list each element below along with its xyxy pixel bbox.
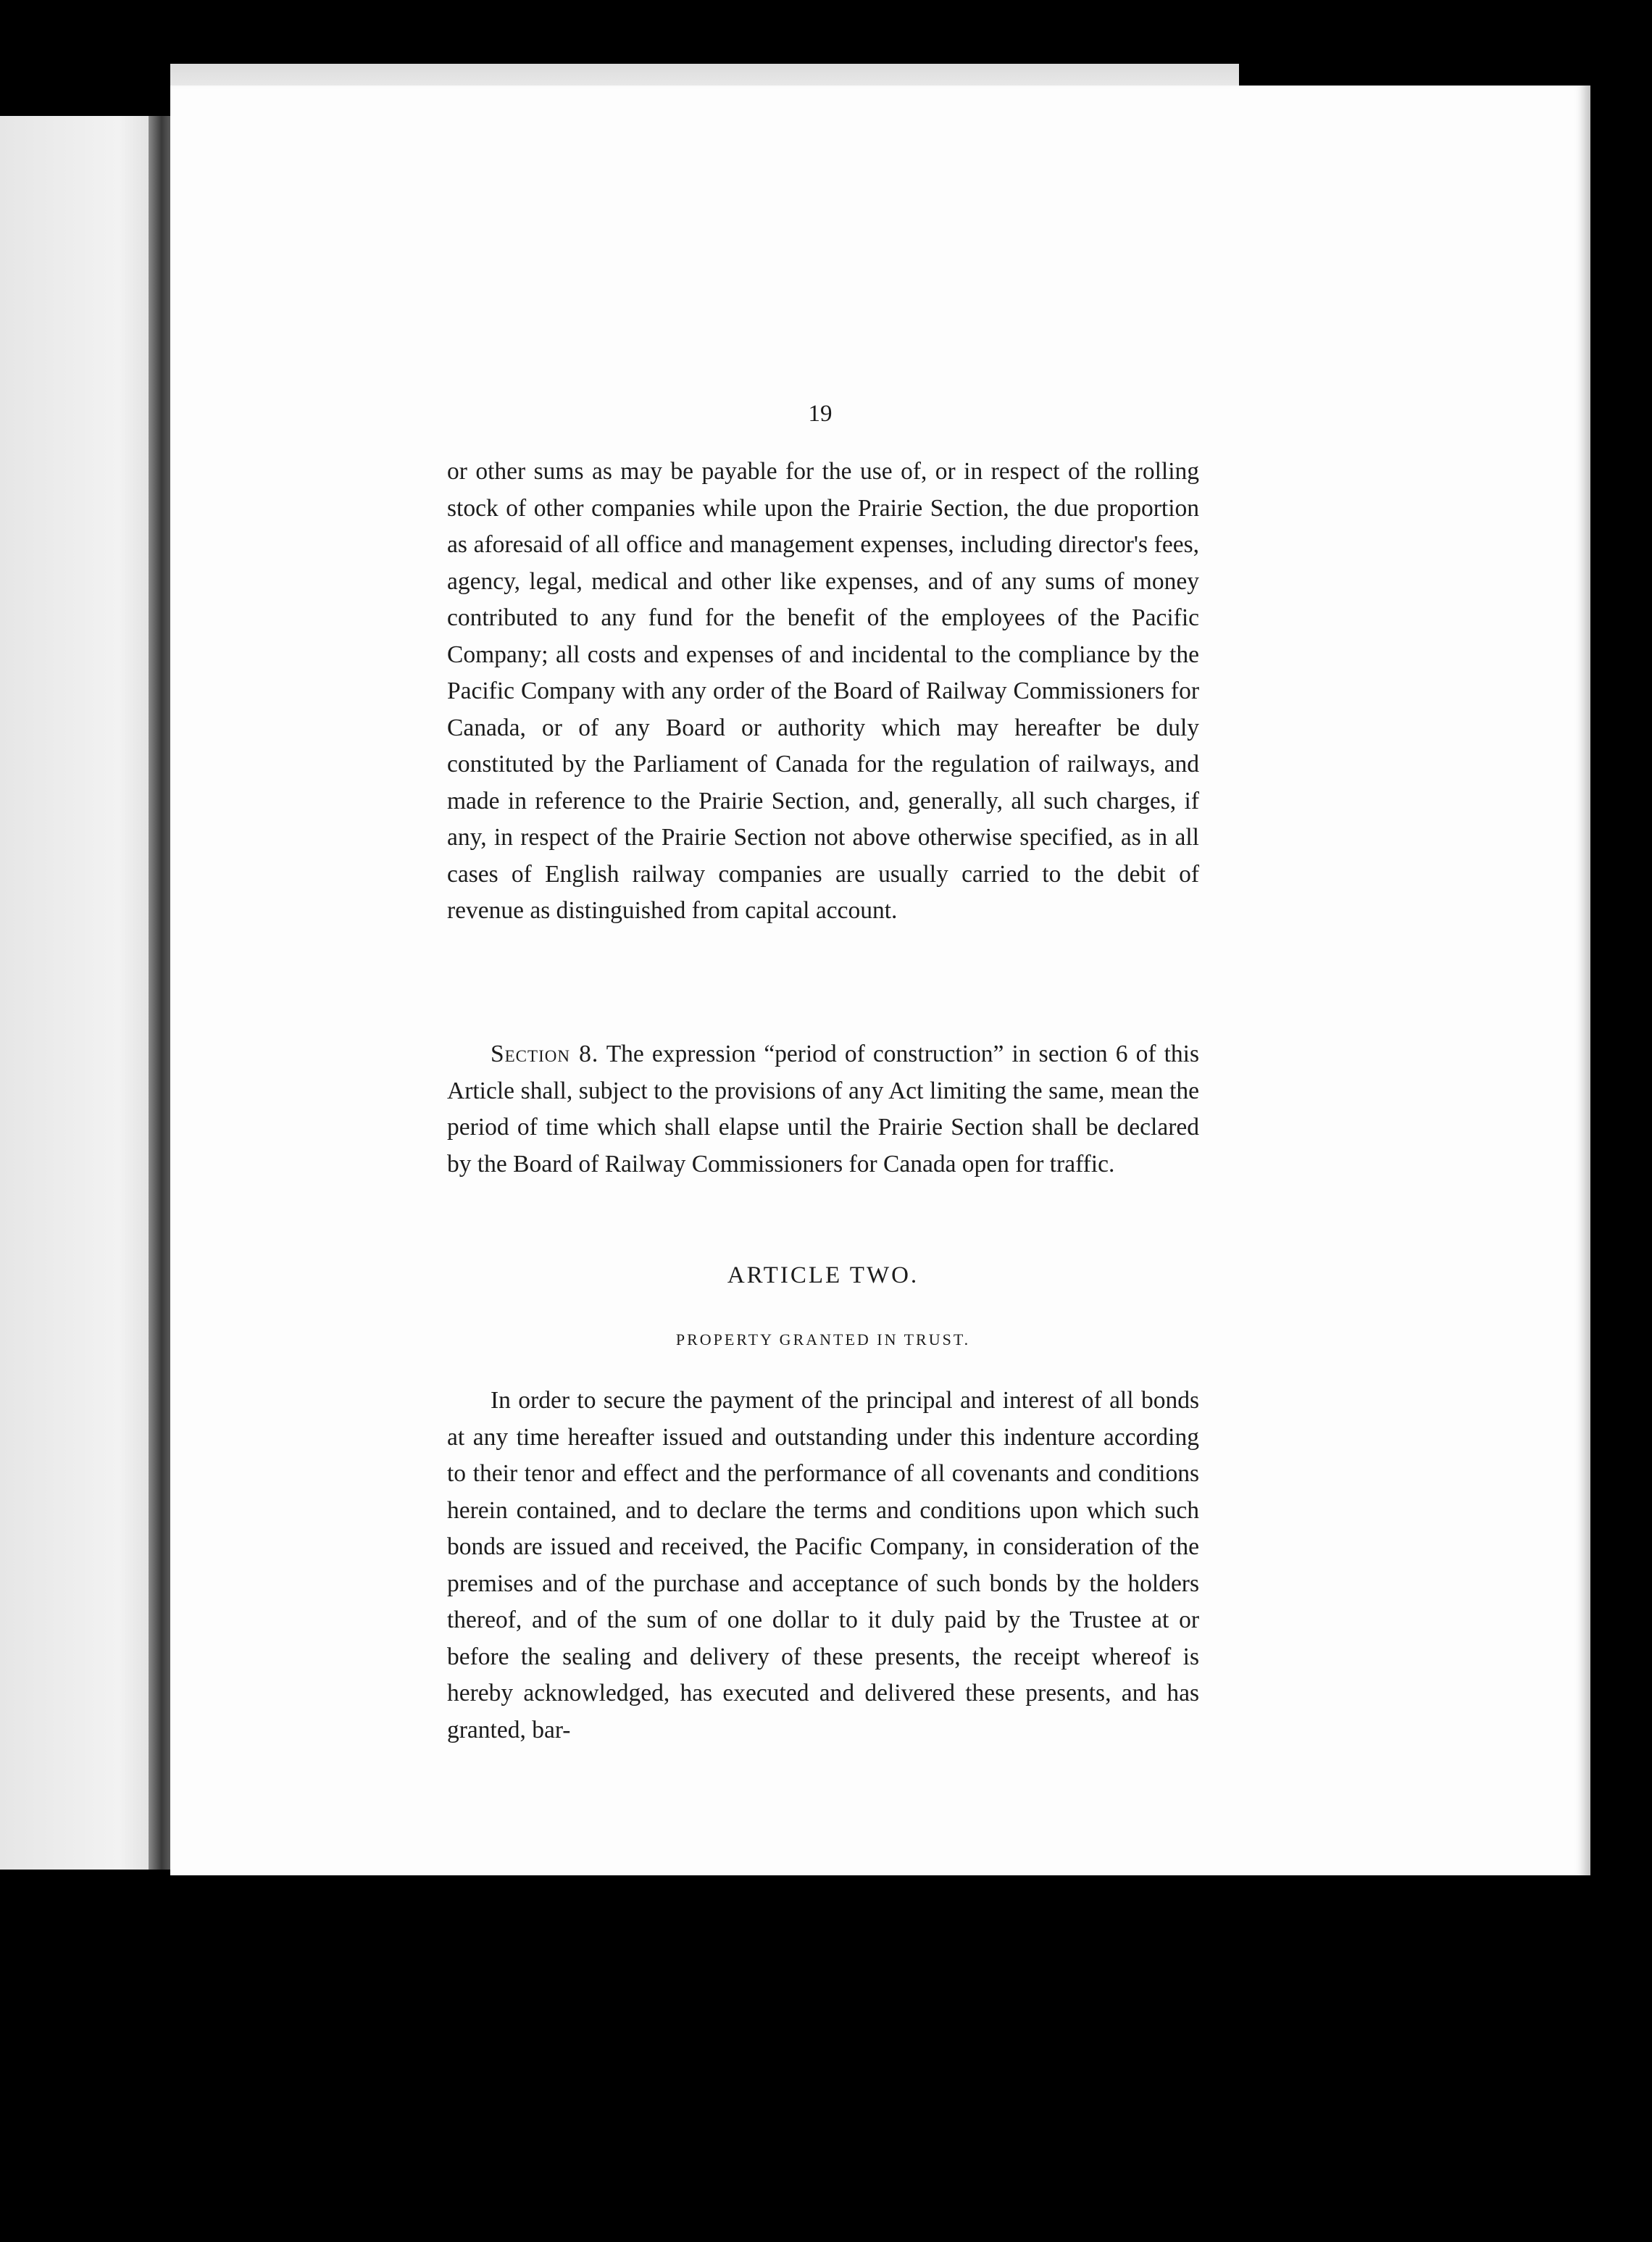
page-number: 19	[808, 401, 833, 427]
paragraph-text: In order to secure the payment of the principal and interest of all bonds at any time hereafter issued and outstanding under this indenture according to their tenor and effect and the performance of all covenants and conditions herein contained, and to declare the terms and conditions upon which such bonds are issued and received, the Pacific Company, in consideration of the premises and of the purchase and acceptance of such bonds by the holders thereof, and of the sum of one dollar to it duly paid by the Trustee at or before the sealing and delivery of these presents, the receipt whereof is hereby acknowledged, has executed and delivered these presents, and has granted, bar-	[447, 1387, 1199, 1743]
article-heading: ARTICLE TWO.	[727, 1262, 919, 1288]
section-8-text	[447, 1036, 1199, 1183]
paragraph-text: or other sums as may be payable for the use of, or in respect of the rolling stock of other companies while upon the Prairie Section, the due proportion as aforesaid of all office and management expenses, including director's fees, agency, legal, medical and other like expenses, and of any sums of money contributed to any fund for the benefit of the employees of the Pacific Company; all costs and expenses of and incidental to the compliance by the Pacific Company with any order of the Board of Railway Commissioners for Canada, or of any Board or authority which may hereafter be duly constituted by the Parliament of Canada for the regulation of railways, and made in reference to the Prairie Section, and, generally, all such charges, if any, in respect of the Prairie Section not above otherwise specified, as in all cases of English railway companies are usually carried to the debit of revenue as distinguished from capital account.	[447, 458, 1199, 924]
paragraph-continued	[447, 454, 1199, 930]
facing-page	[0, 116, 170, 1870]
article-subheading: PROPERTY GRANTED IN TRUST.	[675, 1330, 971, 1349]
book-spine	[149, 116, 170, 1870]
section-body: The expression “period of construction” in section 6 of this Article shall, subject to the provisions of any Act limiting the same, mean the period of time which shall elapse until the Prairie Section shall be declared by the Board of Railway Commissioners for Canada open for traffic.	[447, 1041, 1199, 1178]
section-8-paragraph	[447, 1036, 1199, 1183]
section-label: Section 8.	[491, 1041, 599, 1067]
article-two-paragraph	[447, 1383, 1199, 1749]
